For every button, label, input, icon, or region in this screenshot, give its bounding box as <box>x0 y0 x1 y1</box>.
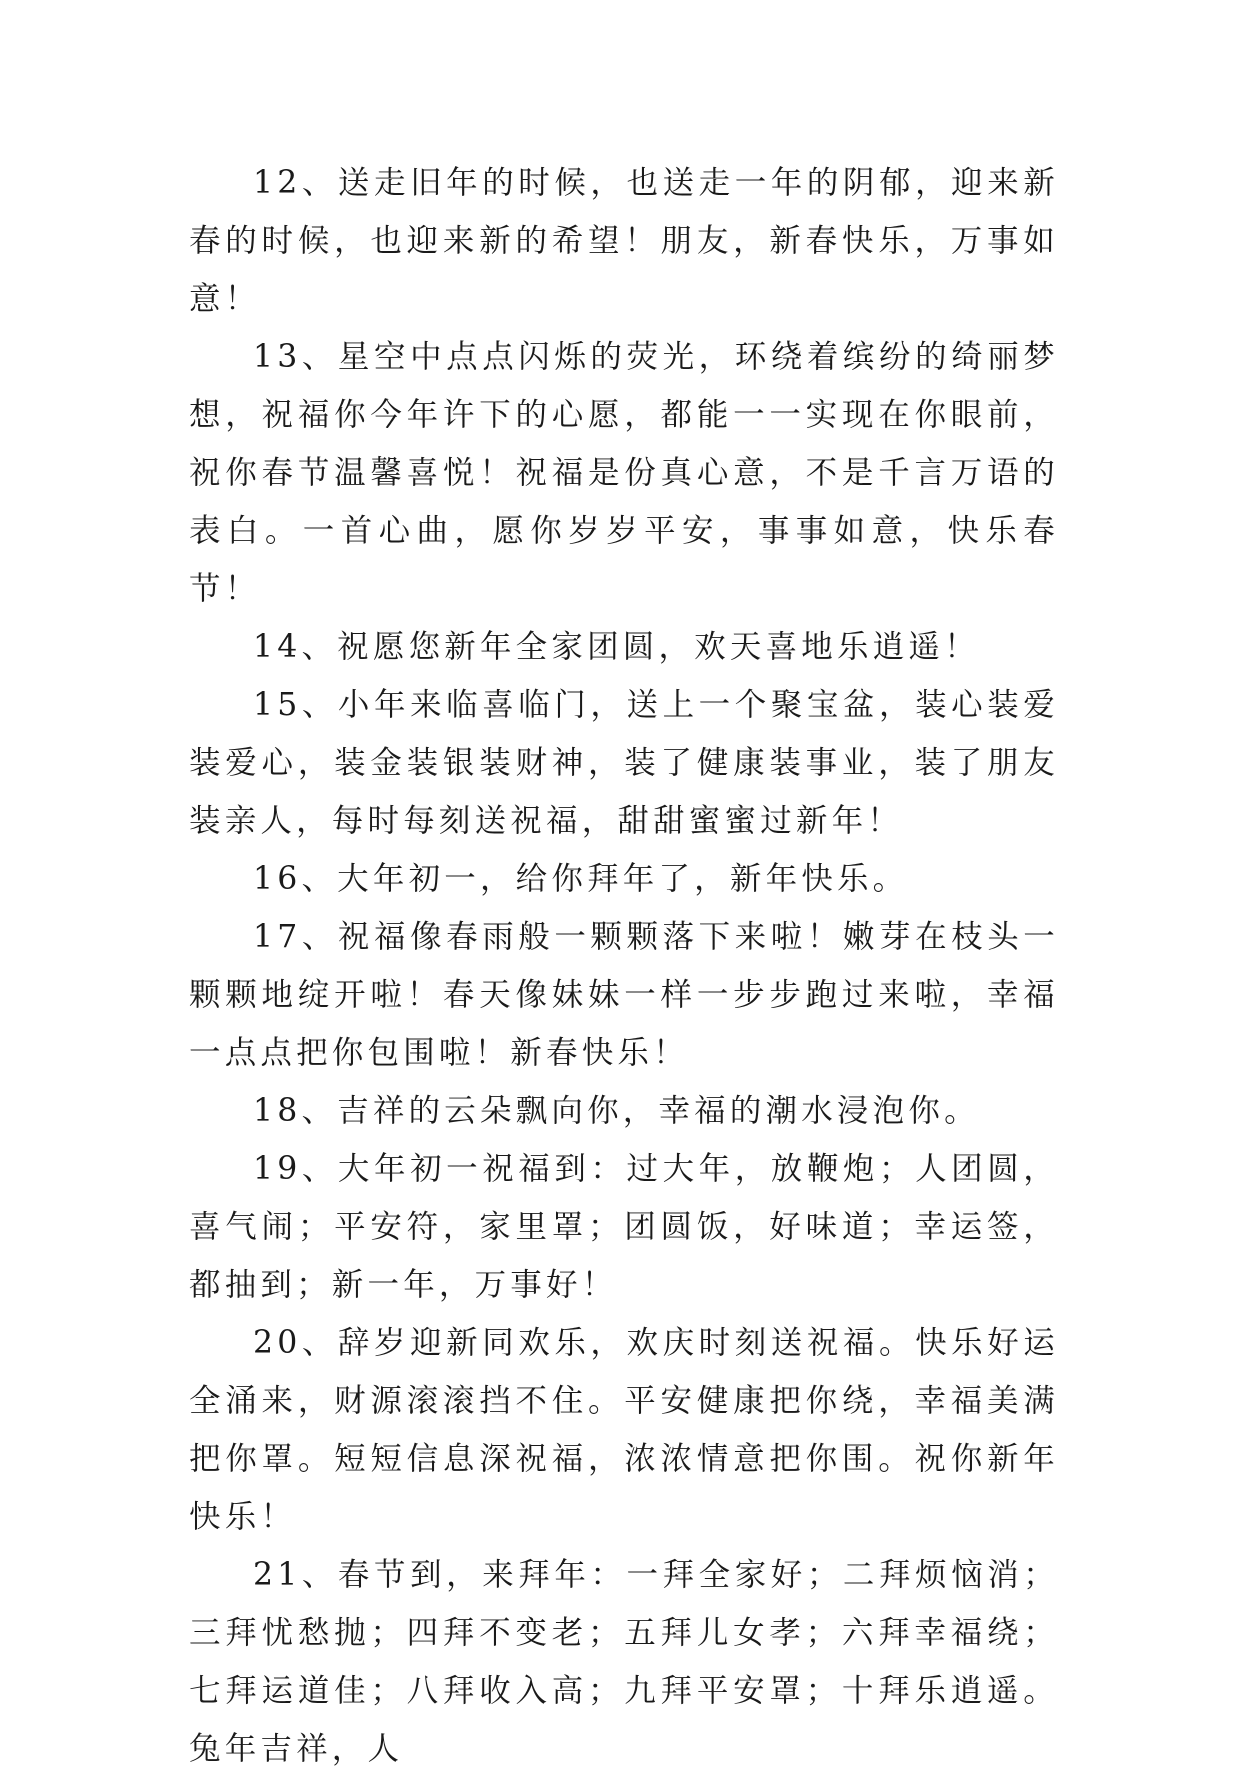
paragraph-13: 13、星空中点点闪烁的荧光，环绕着缤纷的绮丽梦想，祝福你今年许下的心愿，都能一一实现在你眼前，祝你春节温馨喜悦！祝福是份真心意，不是千言万语的表白。一首心曲，愿你岁岁平安，事事如意，快乐春节！ <box>189 339 1059 607</box>
paragraph-16: 16、大年初一，给你拜年了，新年快乐。 <box>253 861 909 897</box>
paragraph-14: 14、祝愿您新年全家团圆，欢天喜地乐逍遥！ <box>253 629 980 665</box>
paragraph-18: 18、吉祥的云朵飘向你，幸福的潮水浸泡你。 <box>253 1093 980 1129</box>
paragraph-20: 20、辞岁迎新同欢乐，欢庆时刻送祝福。快乐好运全涌来，财源滚滚挡不住。平安健康把你绕，幸福美满把你罩。短短信息深祝福，浓浓情意把你围。祝你新年快乐！ <box>189 1325 1059 1535</box>
paragraph-19: 19、大年初一祝福到：过大年，放鞭炮；人团圆，喜气闹；平安符，家里罩；团圆饭，好味道；幸运签，都抽到；新一年，万事好！ <box>189 1151 1059 1303</box>
paragraph-21: 21、春节到，来拜年：一拜全家好；二拜烦恼消；三拜忧愁抛；四拜不变老；五拜儿女孝；六拜幸福绕；七拜运道佳；八拜收入高；九拜平安罩；十拜乐逍遥。兔年吉祥，人 <box>189 1557 1059 1767</box>
paragraph-15: 15、小年来临喜临门，送上一个聚宝盆，装心装爱装爱心，装金装银装财神，装了健康装事业，装了朋友装亲人，每时每刻送祝福，甜甜蜜蜜过新年！ <box>189 687 1059 839</box>
document-body <box>189 154 1059 1778</box>
paragraph-12: 12、送走旧年的时候，也送走一年的阴郁，迎来新春的时候，也迎来新的希望！朋友，新春快乐，万事如意！ <box>189 165 1059 317</box>
paragraph-17: 17、祝福像春雨般一颗颗落下来啦！嫩芽在枝头一颗颗地绽开啦！春天像妹妹一样一步步跑过来啦，幸福一点点把你包围啦！新春快乐！ <box>189 919 1059 1071</box>
